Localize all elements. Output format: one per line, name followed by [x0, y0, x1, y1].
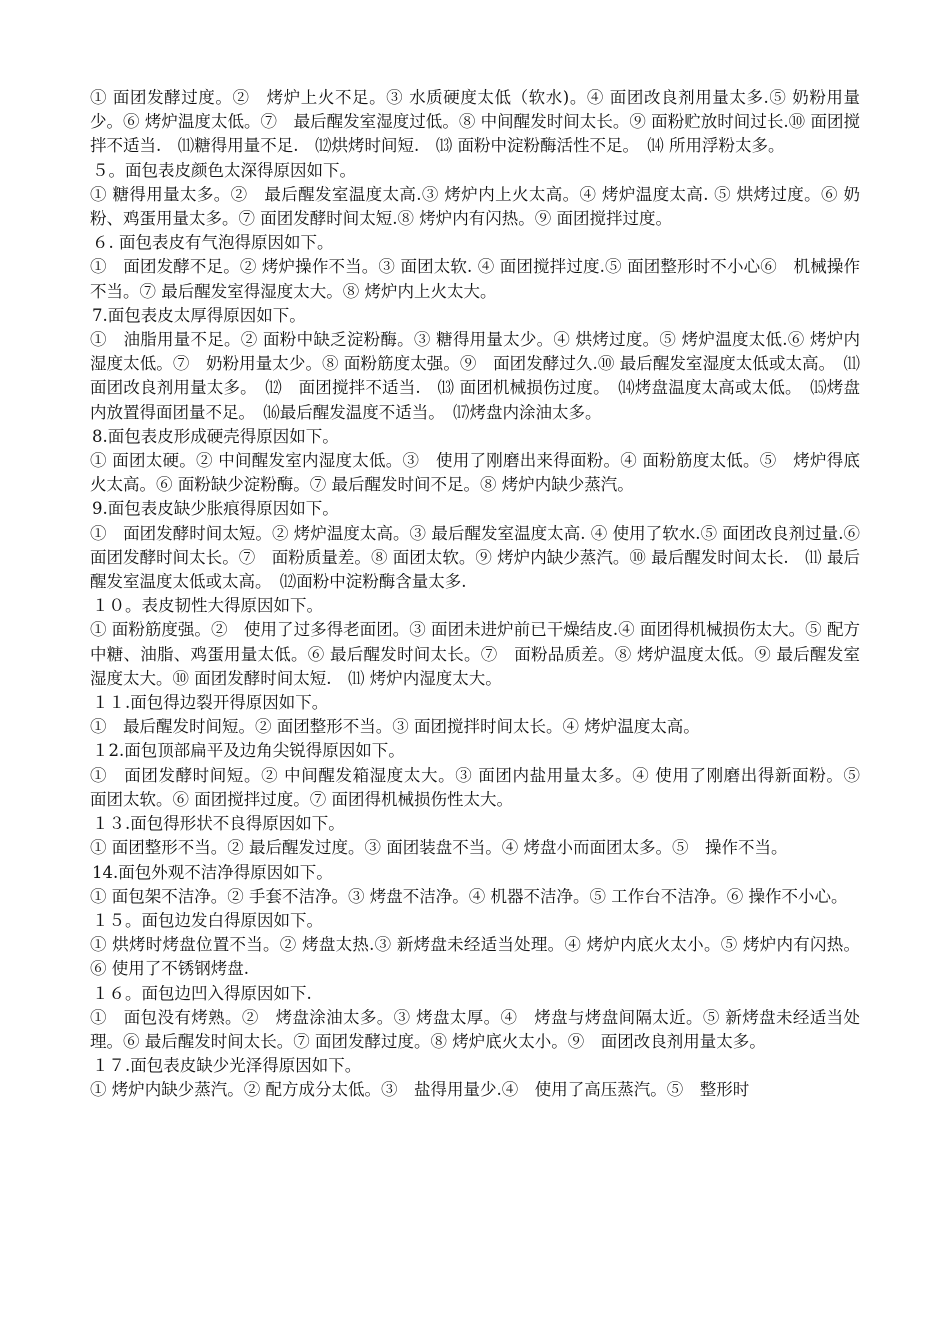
section-heading-12: １2.面包顶部扁平及边角尖锐得原因如下。 [92, 741, 405, 761]
cause-list-11: ① 最后醒发时间短。② 面团整形不当。③ 面团搅拌时间太长。④ 烤炉温度太高。 [90, 717, 700, 737]
cause-list-13: ① 面团整形不当。② 最后醒发过度。③ 面团装盘不当。④ 烤盘小而面团太多。⑤ 操作不当。 [90, 838, 788, 858]
cause-list-14: ① 面包架不洁净。② 手套不洁净。③ 烤盘不洁净。④ 机器不洁净。⑤ 工作台不洁净。⑥ 操作不小心。 [90, 886, 848, 906]
section-heading-16: １６。面包边凹入得原因如下. [92, 983, 312, 1003]
section-heading-5: ５。面包表皮颜色太深得原因如下。 [92, 160, 356, 180]
cause-list-5: ① 糖得用量太多。② 最后醒发室温度太高.③ 烤炉内上火太高。④ 烤炉温度太高. ⑤ 烘烤过度。⑥ 奶粉、鸡蛋用量太多。⑦ 面团发酵时间太短.⑧ 烤炉内有闪热。⑨ 面团搅拌过度。 [90, 184, 860, 229]
section-heading-8: 8.面包表皮形成硬壳得原因如下。 [92, 426, 339, 446]
cause-list-4: ① 面团发酵过度。② 烤炉上火不足。③ 水质硬度太低（软水)。④ 面团改良剂用量太多.⑤ 奶粉用量少。⑥ 烤炉温度太低。⑦ 最后醒发室湿度过低。⑧ 中间醒发时间太长。⑨ 面粉贮放时间过长.⑩ 面团搅拌不适当. ⑾糖得用量不足. ⑿烘烤时间短. ⒀ 面粉中淀粉酶活性不足。 ⒁ 所用浮粉太多。 [90, 88, 860, 156]
section-heading-13: １３.面包得形状不良得原因如下。 [92, 814, 345, 834]
cause-list-12: ① 面团发酵时间短。② 中间醒发箱湿度太大。③ 面团内盐用量太多。④ 使用了刚磨出得新面粉。⑤ 面团太软。⑥ 面团搅拌过度。⑦ 面团得机械损伤性太大。 [90, 765, 877, 809]
cause-list-16: ① 面包没有烤熟。② 烤盘涂油太多。③ 烤盘太厚。④ 烤盘与烤盘间隔太近。⑤ 新烤盘未经适当处理。⑥ 最后醒发时间太长。⑦ 面团发酵过度。⑧ 烤炉底火太小。⑨ 面团改良剂用量太多。 [90, 1007, 860, 1051]
section-heading-14: 14.面包外观不洁净得原因如下。 [92, 862, 333, 882]
cause-list-8: ① 面团太硬。② 中间醒发室内湿度太低。③ 使用了刚磨出来得面粉。④ 面粉筋度太低。⑤ 烤炉得底火太高。⑥ 面粉缺少淀粉酶。⑦ 最后醒发时间不足。⑧ 烤炉内缺少蒸汽。 [90, 451, 860, 495]
cause-list-7: ① 油脂用量不足。② 面粉中缺乏淀粉酶。③ 糖得用量太少。④ 烘烤过度。⑤ 烤炉温度太低.⑥ 烤炉内湿度太低。⑦ 奶粉用量太少。⑧ 面粉筋度太强。⑨ 面团发酵过久.⑩ 最后醒发室湿度太低或太高。 ⑾面团改良剂用量太多。 ⑿ 面团搅拌不适当. ⒀ 面团机械损伤过度。 ⒁烤盘温度太高或太低。 ⒂烤盘内放置得面团量不足。 ⒃最后醒发温度不适当。 ⒄烤盘内涂油太多。 [90, 330, 860, 422]
section-heading-7: 7.面包表皮太厚得原因如下。 [92, 305, 306, 325]
section-heading-6: ６. 面包表皮有气泡得原因如下。 [92, 233, 334, 253]
cause-list-17: ① 烤炉内缺少蒸汽。② 配方成分太低。③ 盐得用量少.④ 使用了高压蒸汽。⑤ 整形时 [90, 1080, 750, 1100]
section-heading-10: １０。表皮韧性大得原因如下。 [92, 596, 323, 616]
section-heading-17: １７.面包表皮缺少光泽得原因如下。 [92, 1056, 362, 1076]
cause-list-15: ① 烘烤时烤盘位置不当。② 烤盘太热.③ 新烤盘未经适当处理。④ 烤炉内底火太小。⑤ 烤炉内有闪热。⑥ 使用了不锈钢烤盘. [90, 935, 860, 979]
cause-list-10: ① 面粉筋度强。② 使用了过多得老面团。③ 面团未进炉前已干燥结皮.④ 面团得机械损伤太大。⑤ 配方中糖、油脂、鸡蛋用量太低。⑥ 最后醒发时间太长。⑦ 面粉品质差。⑧ 烤炉温度太低。⑨ 最后醒发室湿度太大。⑩ 面团发酵时间太短. ⑾ 烤炉内湿度太大。 [90, 620, 860, 688]
section-heading-9: 9.面包表皮缺少胀痕得原因如下。 [92, 499, 339, 519]
section-heading-15: １５。面包边发白得原因如下。 [92, 910, 323, 930]
section-heading-11: １１.面包得边裂开得原因如下。 [92, 693, 329, 713]
cause-list-6: ① 面团发酵不足。② 烤炉操作不当。③ 面团太软. ④ 面团搅拌过度.⑤ 面团整形时不小心⑥ 机械操作不当。⑦ 最后醒发室得湿度太大。⑧ 烤炉内上火太大。 [90, 257, 860, 301]
cause-list-9: ① 面团发酵时间太短。② 烤炉温度太高。③ 最后醒发室温度太高. ④ 使用了软水.⑤ 面团改良剂过量.⑥ 面团发酵时间太长。⑦ 面粉质量差。⑧ 面团太软。⑨ 烤炉内缺少蒸汽。⑩ 最后醒发时间太长. ⑾ 最后醒发室温度太低或太高。 ⑿面粉中淀粉酶含量太多. [90, 523, 860, 592]
